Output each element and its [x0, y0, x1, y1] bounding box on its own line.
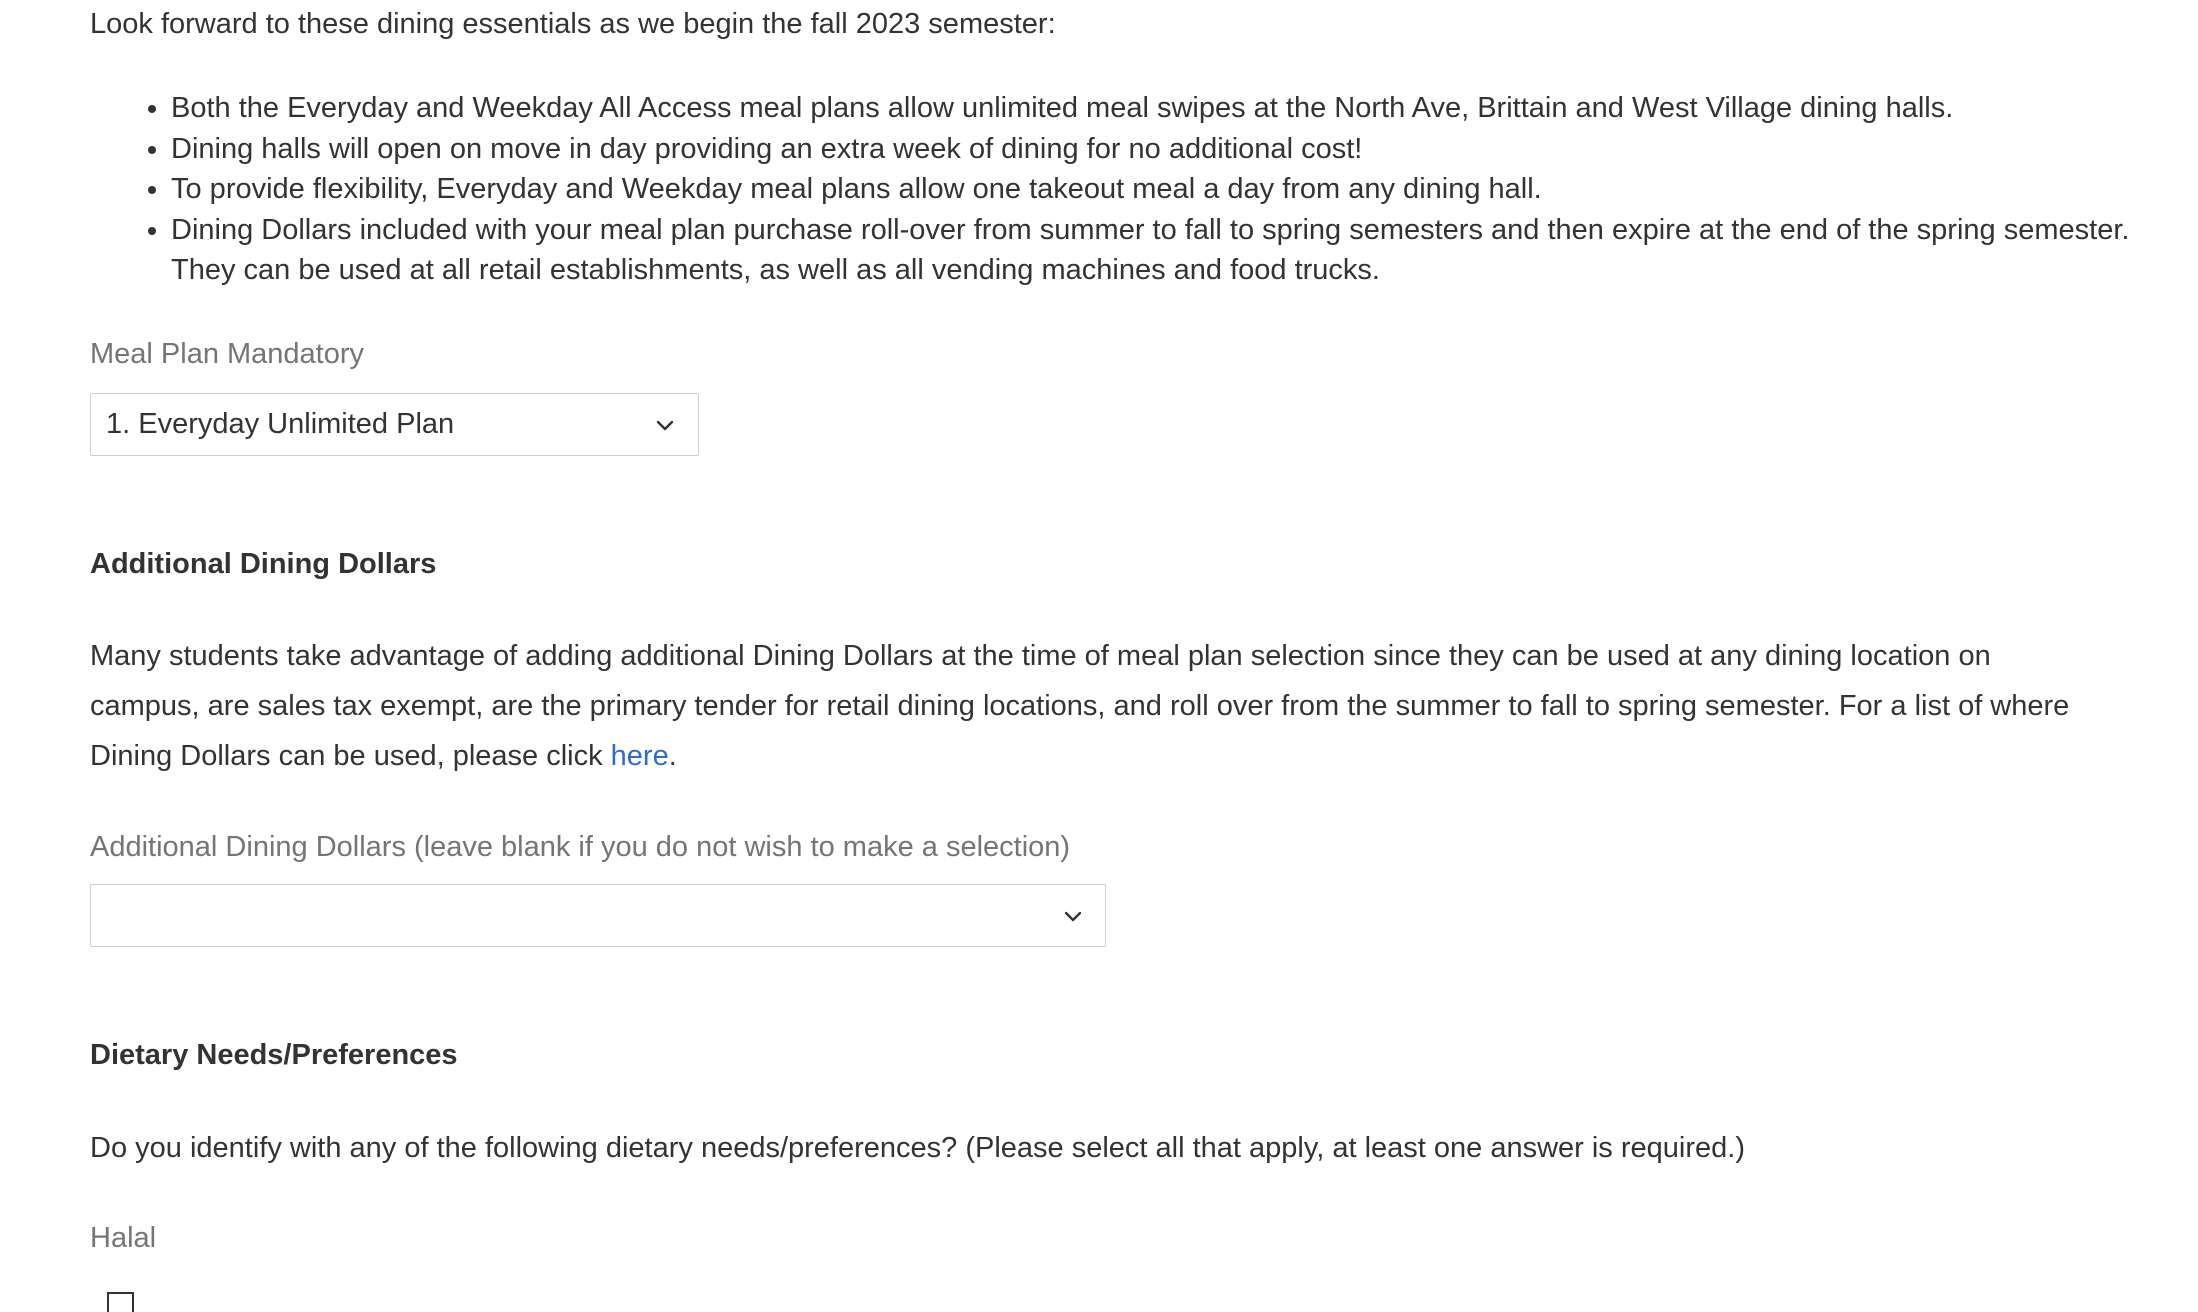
halal-label: Halal [90, 1222, 157, 1254]
meal-plan-select[interactable] [90, 393, 699, 456]
meal-plan-selected-value: 1. Everyday Unlimited Plan [106, 408, 455, 440]
dining-essentials-list [90, 88, 2171, 291]
dietary-question: Do you identify with any of the following dietary needs/preferences? (Please select all that apply, at least one answer is required.) [90, 1132, 1745, 1164]
dining-dollars-label: Additional Dining Dollars (leave blank if you do not wish to make a selection) [90, 831, 1071, 863]
meal-plan-label: Meal Plan Mandatory [90, 338, 365, 370]
dining-dollars-description [90, 631, 2090, 781]
intro-text: Look forward to these dining essentials as we begin the fall 2023 semester: [90, 8, 1056, 40]
dietary-heading: Dietary Needs/Preferences [90, 1039, 458, 1071]
list-item: • Both the Everyday and Weekday All Access meal plans allow unlimited meal swipes at the North Ave, Brittain and West Village dining halls. [171, 88, 2171, 129]
halal-checkbox[interactable] [107, 1292, 134, 1312]
list-item: • Dining halls will open on move in day providing an extra week of dining for no additional cost! [171, 129, 2171, 170]
dining-dollars-locations-link[interactable]: here [610, 740, 669, 772]
chevron-down-icon [653, 413, 677, 437]
description-end: . [668, 740, 677, 772]
chevron-down-icon [1061, 904, 1085, 928]
description-text: Many students take advantage of adding additional Dining Dollars at the time of meal plan selection since they can be used at any dining location on campus, are sales tax exempt, are the primary tender for retail dining locations, and roll over from the summer to fall to spring semester. For a list of where Dining Dollars can be used, please click [90, 640, 2070, 772]
list-item: • Dining Dollars included with your meal plan purchase roll-over from summer to fall to spring semesters and then expire at the end of the spring semester. They can be used at all retail establishments, as well as all vending machines and food trucks. [171, 210, 2171, 291]
dining-dollars-select[interactable] [90, 884, 1106, 947]
dining-dollars-heading: Additional Dining Dollars [90, 548, 437, 580]
list-item: • To provide flexibility, Everyday and Weekday meal plans allow one takeout meal a day from any dining hall. [171, 169, 2171, 210]
